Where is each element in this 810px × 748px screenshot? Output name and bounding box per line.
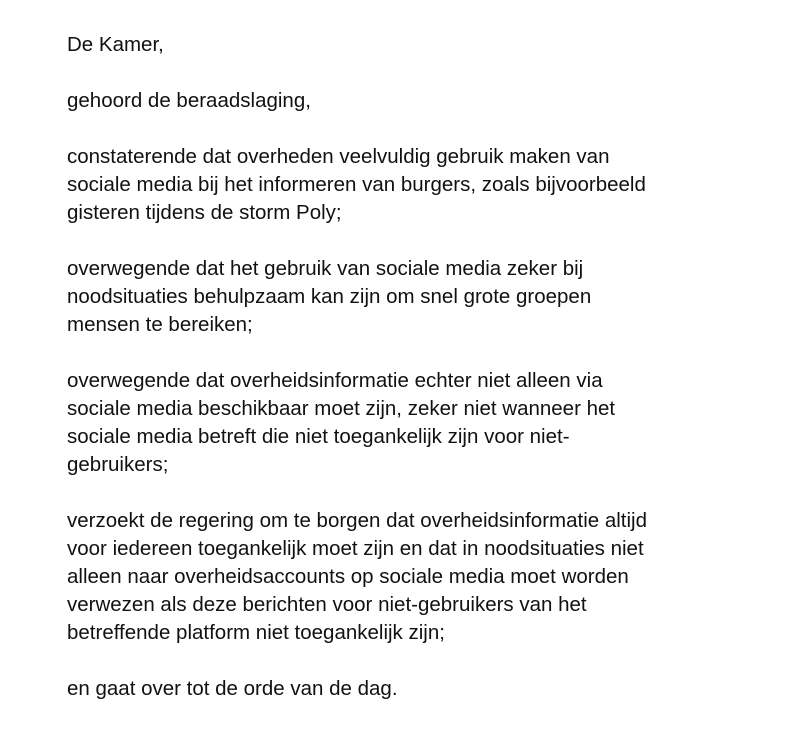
text-line: alleen naar overheidsaccounts op sociale media moet worden [67,565,629,588]
text-line: constaterende dat overheden veelvuldig gebruik maken van [67,145,610,168]
text-line: gisteren tijdens de storm Poly; [67,201,342,224]
text-line: betreffende platform niet toegankelijk zijn; [67,621,445,644]
text-line: mensen te bereiken; [67,313,253,336]
text-line: sociale media betreft die niet toegankelijk zijn voor niet- [67,425,570,448]
text-line: en gaat over tot de orde van de dag. [67,677,398,700]
text-line: gehoord de beraadslaging, [67,89,311,112]
request-paragraph [67,507,787,647]
consideration-paragraph-1 [67,255,787,339]
text-line: overwegende dat het gebruik van sociale media zeker bij [67,257,584,280]
text-line: verzoekt de regering om te borgen dat overheidsinformatie altijd [67,509,648,532]
observation-paragraph [67,143,787,227]
text-line: noodsituaties behulpzaam kan zijn om snel grote groepen [67,285,592,308]
text-line: gebruikers; [67,453,169,476]
motion-document [67,31,787,731]
deliberation-paragraph [67,87,787,115]
text-line: verwezen als deze berichten voor niet-gebruikers van het [67,593,587,616]
text-line: overwegende dat overheidsinformatie echter niet alleen via [67,369,603,392]
text-line: sociale media beschikbaar moet zijn, zeker niet wanneer het [67,397,616,420]
addressee-paragraph [67,31,787,59]
text-line: sociale media bij het informeren van burgers, zoals bijvoorbeeld [67,173,646,196]
consideration-paragraph-2 [67,367,787,479]
text-line: De Kamer, [67,33,164,56]
closing-paragraph [67,675,787,703]
text-line: voor iedereen toegankelijk moet zijn en dat in noodsituaties niet [67,537,644,560]
